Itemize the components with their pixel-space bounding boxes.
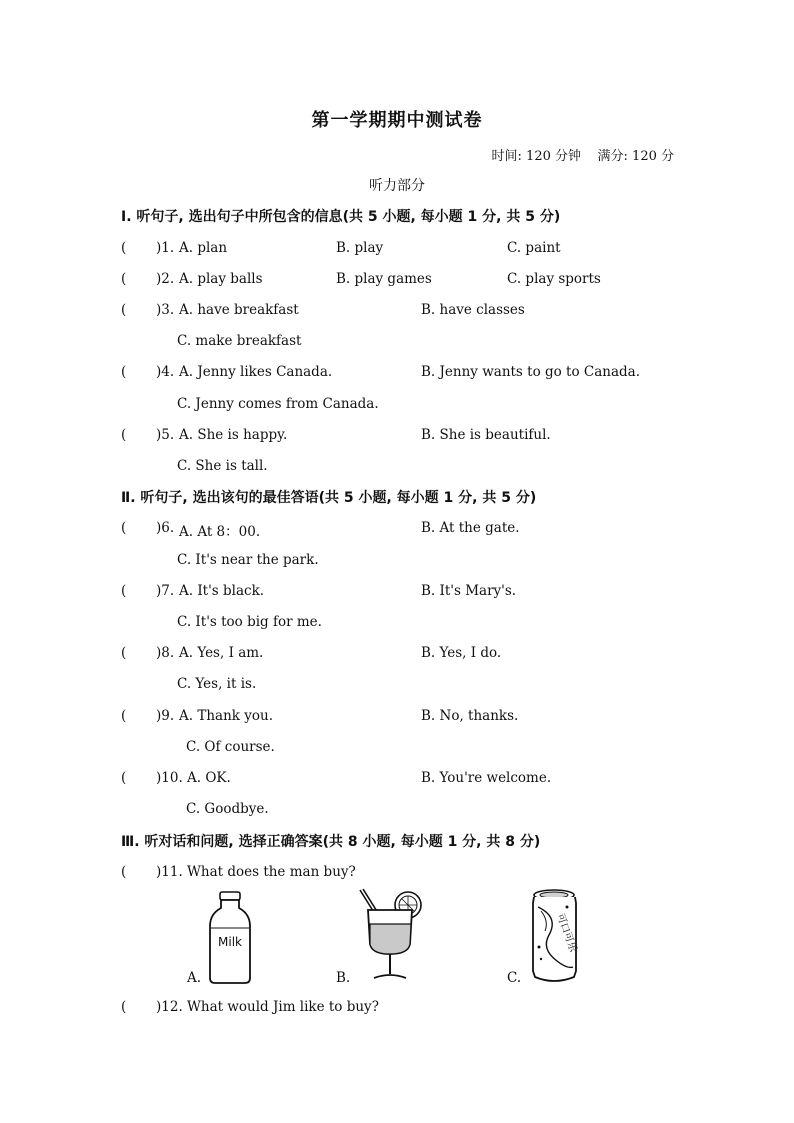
option-b: B. have classes <box>421 302 525 318</box>
option-b: B. At the gate. <box>421 520 520 536</box>
option-a: A. play balls <box>179 271 263 287</box>
answer-paren: ( <box>121 999 127 1015</box>
option-b: B. Jenny wants to go to Canada. <box>421 364 641 380</box>
full-score: 满分: 120 分 <box>597 149 674 164</box>
option-a: A. Jenny likes Canada. <box>179 364 333 380</box>
answer-paren: ( <box>121 583 127 599</box>
page-title: 第一学期期中测试卷 <box>311 110 483 131</box>
option-b: B. No, thanks. <box>421 708 519 724</box>
milk-label: Milk <box>218 935 242 949</box>
cola-can-icon <box>527 887 583 987</box>
option-a: A. At 8：00. <box>179 524 261 540</box>
option-c: C. Of course. <box>186 739 275 755</box>
option-c-label: C. <box>507 970 522 986</box>
part-title: 听力部分 <box>369 178 425 194</box>
option-b-label: B. <box>336 970 351 986</box>
option-b: B. It's Mary's. <box>421 583 517 599</box>
option-c: C. Goodbye. <box>186 801 269 817</box>
option-a: A. It's black. <box>179 583 265 599</box>
milk-bottle-icon <box>204 890 256 986</box>
section-1-heading: Ⅰ. 听句子, 选出句子中所包含的信息(共 5 小题, 每小题 1 分, 共 5 分) <box>121 209 561 225</box>
question-text: What would Jim like to buy? <box>187 999 379 1015</box>
answer-paren: ( <box>121 271 127 287</box>
juice-glass-icon <box>356 888 430 984</box>
option-b: B. play games <box>336 271 432 287</box>
question-number: )6. <box>156 520 175 536</box>
section-3-heading: Ⅲ. 听对话和问题, 选择正确答案(共 8 小题, 每小题 1 分, 共 8 分) <box>121 834 541 850</box>
time-limit: 时间: 120 分钟 <box>491 149 581 164</box>
answer-paren: ( <box>121 427 127 443</box>
question-number: )3. <box>156 302 175 318</box>
answer-paren: ( <box>121 520 127 536</box>
option-b: B. play <box>336 240 384 256</box>
question-number: )9. <box>156 708 175 724</box>
option-a: A. She is happy. <box>179 427 288 443</box>
option-a-label: A. <box>187 970 202 986</box>
answer-paren: ( <box>121 364 127 380</box>
option-c: C. It's too big for me. <box>177 614 322 630</box>
option-c: C. make breakfast <box>177 333 302 349</box>
question-number: )4. <box>156 364 175 380</box>
answer-paren: ( <box>121 864 127 880</box>
question-number: )11. <box>156 864 183 880</box>
question-number: )5. <box>156 427 175 443</box>
question-text: What does the man buy? <box>187 864 356 880</box>
answer-paren: ( <box>121 302 127 318</box>
answer-paren: ( <box>121 708 127 724</box>
question-number: )2. <box>156 271 175 287</box>
question-number: )12. <box>156 999 183 1015</box>
question-number: )7. <box>156 583 175 599</box>
question-number: )10. <box>156 770 183 786</box>
option-c: C. She is tall. <box>177 458 268 474</box>
answer-paren: ( <box>121 770 127 786</box>
option-a: A. Thank you. <box>179 708 273 724</box>
option-a: A. have breakfast <box>179 302 299 318</box>
exam-meta <box>492 145 674 164</box>
option-c: C. paint <box>507 240 561 256</box>
option-a: A. OK. <box>187 770 231 786</box>
option-c: C. play sports <box>507 271 601 287</box>
answer-paren: ( <box>121 240 127 256</box>
option-b: B. She is beautiful. <box>421 427 551 443</box>
option-c: C. Jenny comes from Canada. <box>177 396 379 412</box>
answer-paren: ( <box>121 645 127 661</box>
question-number: )8. <box>156 645 175 661</box>
can-label: 可口可乐 <box>554 912 579 954</box>
option-a: A. Yes, I am. <box>179 645 264 661</box>
section-2-heading: Ⅱ. 听句子, 选出该句的最佳答语(共 5 小题, 每小题 1 分, 共 5 分) <box>121 490 537 506</box>
option-b: B. Yes, I do. <box>421 645 502 661</box>
question-number: )1. <box>156 240 175 256</box>
option-a: A. plan <box>179 240 228 256</box>
option-b: B. You're welcome. <box>421 770 552 786</box>
option-c: C. Yes, it is. <box>177 676 257 692</box>
option-c: C. It's near the park. <box>177 552 319 568</box>
